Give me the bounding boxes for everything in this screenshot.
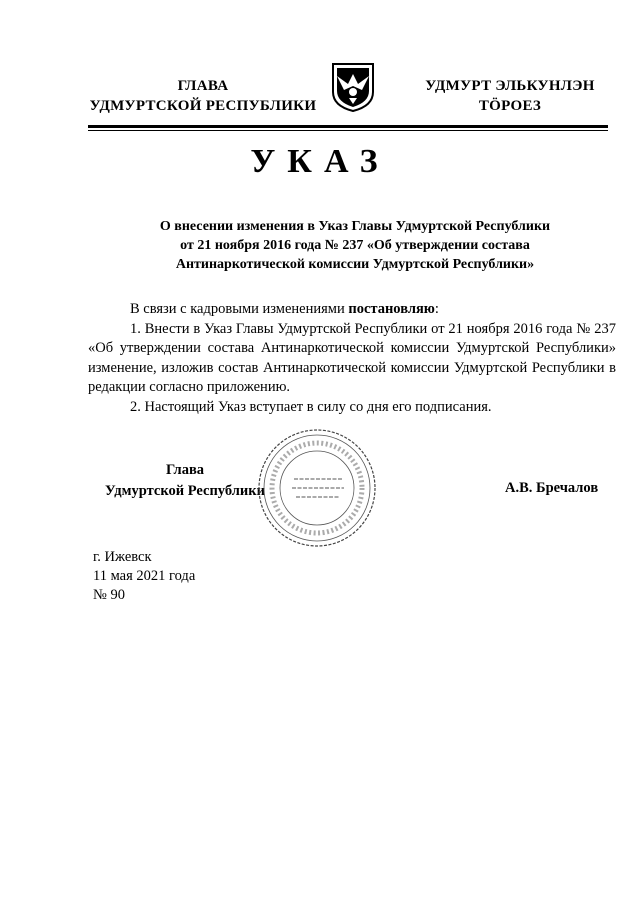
subject-line2: от 21 ноября 2016 года № 237 «Об утверждении состава (180, 238, 530, 253)
intro-paragraph (88, 300, 616, 320)
header-left-line1: ГЛАВА (177, 78, 229, 94)
signature-position-line1: Глава (165, 462, 205, 478)
item-2: 2. Настоящий Указ вступает в силу со дня его подписания. (130, 398, 492, 415)
document-footer (93, 548, 195, 605)
intro-keyword: постановляю (348, 301, 435, 317)
header-left-line2: УДМУРТСКОЙ РЕСПУБЛИКИ (89, 98, 317, 114)
header-rule-thin (88, 130, 608, 131)
signature-position (100, 460, 270, 502)
header-left (88, 76, 318, 116)
document-body (88, 300, 616, 417)
document-subject (120, 217, 590, 274)
footer-city: г. Ижевск (93, 549, 152, 565)
header-right (415, 76, 605, 116)
signatory-name: А.В. Бречалов (505, 480, 599, 496)
subject-line3: Антинаркотической комиссии Удмуртской Республики» (175, 257, 535, 272)
coat-of-arms-icon (329, 62, 377, 112)
footer-date: 11 мая 2021 года (93, 568, 196, 584)
intro-suffix: : (434, 301, 439, 317)
document-title: УКАЗ (250, 143, 390, 180)
header-right-line1: УДМУРТ ЭЛЬКУНЛЭН (425, 78, 595, 94)
intro-prefix: В связи с кадровыми изменениями (130, 301, 349, 317)
footer-number: № 90 (93, 587, 125, 603)
official-stamp-icon (256, 427, 378, 549)
header-right-line2: ТӦРОЕЗ (478, 98, 542, 114)
header-rule-thick (88, 125, 608, 128)
signature-position-line2: Удмуртской Республики (105, 483, 265, 499)
item-1: 1. Внести в Указ Главы Удмуртской Республики от 21 ноября 2016 года № 237 «Об утверждении состава Антинаркотической комиссии Удмуртской Республики» изменение, изложив состав Антинаркотической комиссии Удмуртской Республики в редакции согласно приложению. (88, 320, 616, 395)
subject-line1: О внесении изменения в Указ Главы Удмуртской Республики (159, 219, 551, 234)
